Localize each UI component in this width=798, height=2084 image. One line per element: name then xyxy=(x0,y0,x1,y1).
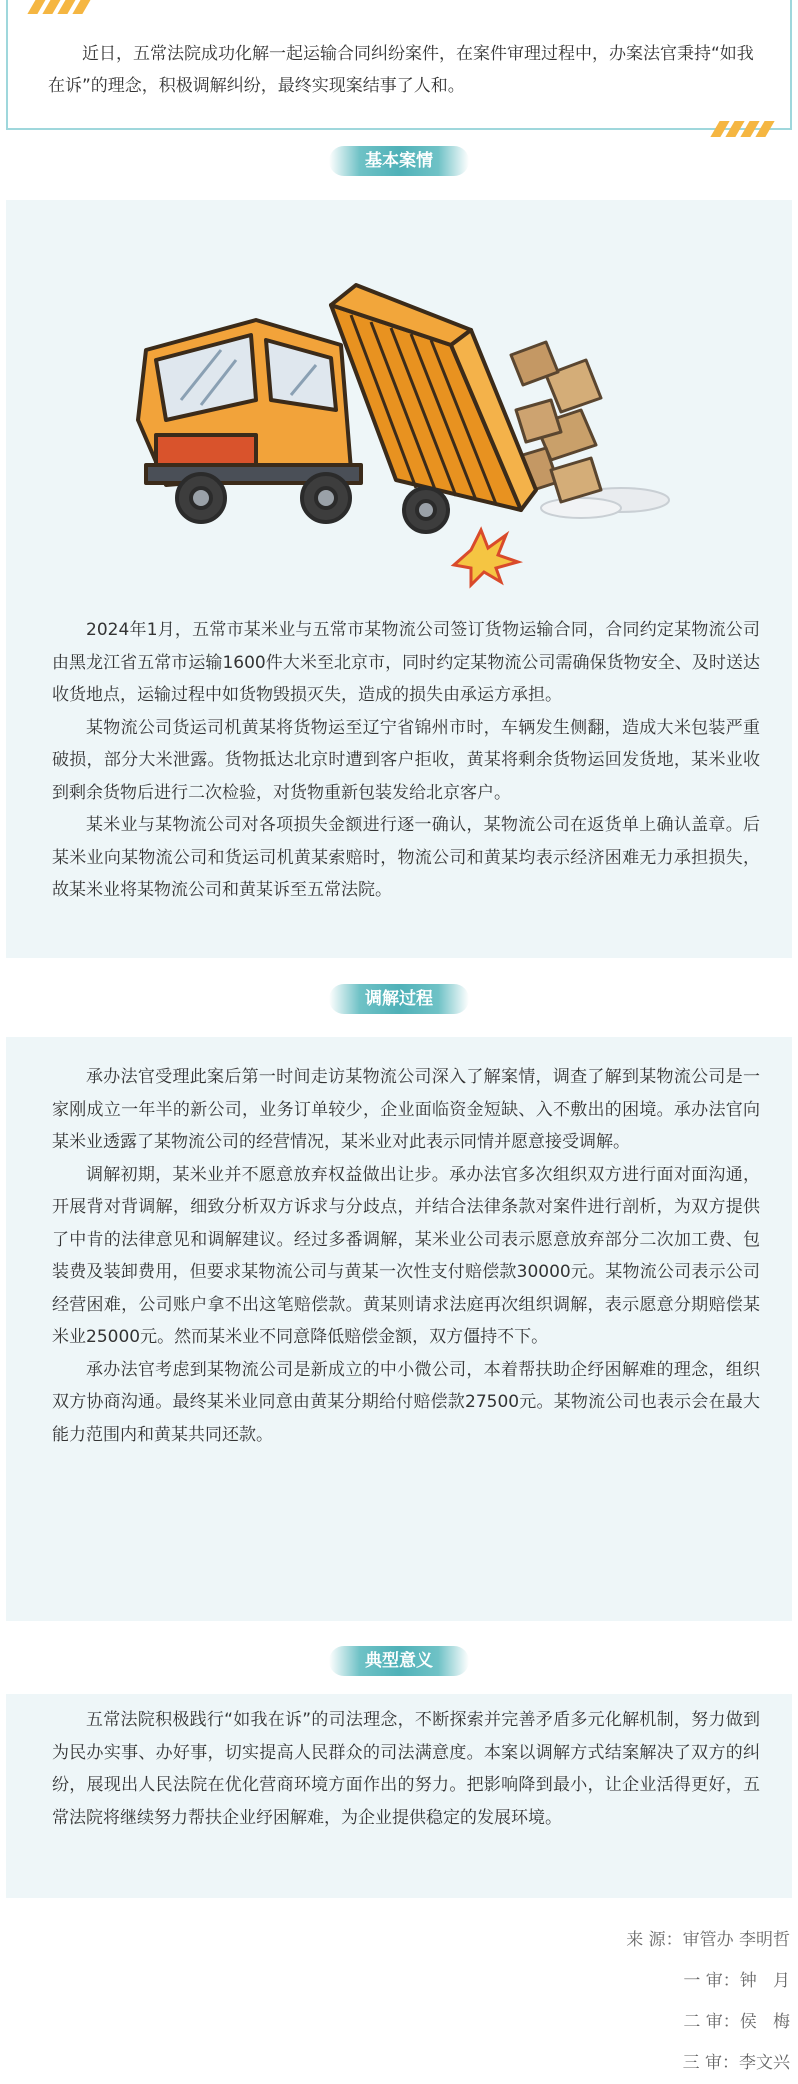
section-panel-mediation xyxy=(6,1037,792,1621)
paragraph: 某米业与某物流公司对各项损失金额进行逐一确认，某物流公司在返货单上确认盖章。后某米业向某物流公司和货运司机黄某索赔时，物流公司和黄某均表示经济困难无力承担损失，故某米业将某物流公司和黄某诉至五常法院。 xyxy=(52,815,760,900)
credit-source: 来 源：审管办 李明哲 xyxy=(626,1930,790,1950)
credits xyxy=(490,1920,790,2084)
section-body xyxy=(52,1704,760,1834)
paragraph: 五常法院积极践行“如我在诉”的司法理念，不断探索并完善矛盾多元化解机制，努力做到为民办实事、办好事，切实提高人民群众的司法满意度。本案以调解方式结案解决了双方的纠纷，展现出人民法院在优化营商环境方面作出的努力。把影响降到最小，让企业活得更好，五常法院将继续努力帮扶企业纾困解难，为企业提供稳定的发展环境。 xyxy=(52,1710,760,1828)
intro-box xyxy=(6,0,792,130)
section-panel-basic-facts xyxy=(6,200,792,958)
section-title: 典型意义 xyxy=(329,1646,469,1676)
section-heading-mediation xyxy=(0,984,798,1014)
section-panel-significance xyxy=(6,1694,792,1898)
decorative-stripes-bottom xyxy=(715,121,770,137)
section-body xyxy=(52,1061,760,1451)
section-heading-significance xyxy=(0,1646,798,1676)
section-body xyxy=(52,614,760,907)
truck-illustration xyxy=(126,260,716,590)
decorative-stripes-top xyxy=(32,0,87,14)
paragraph: 某物流公司货运司机黄某将货物运至辽宁省锦州市时，车辆发生侧翻，造成大米包装严重破损，部分大米泄露。货物抵达北京时遭到客户拒收，黄某将剩余货物运回发货地，某米业收到剩余货物后进行二次检验，对货物重新包装发给北京客户。 xyxy=(52,717,760,803)
paragraph: 2024年1月，五常市某米业与五常市某物流公司签订货物运输合同，合同约定某物流公司由黑龙江省五常市运输1600件大米至北京市，同时约定某物流公司需确保货物安全、及时送达收货地点，运输过程中如货物毁损灭失，造成的损失由承运方承担。 xyxy=(52,620,760,705)
section-heading-basic-facts xyxy=(0,146,798,176)
intro-text: 近日，五常法院成功化解一起运输合同纠纷案件，在案件审理过程中，办案法官秉持“如我在诉”的理念，积极调解纠纷，最终实现案结事了人和。 xyxy=(48,44,754,96)
paragraph: 承办法官受理此案后第一时间走访某物流公司深入了解案情，调查了解到某物流公司是一家刚成立一年半的新公司，业务订单较少，企业面临资金短缺、入不敷出的困境。承办法官向某米业透露了某物流公司的经营情况，某米业对此表示同情并愿意接受调解。 xyxy=(52,1067,760,1152)
section-title: 调解过程 xyxy=(329,984,469,1014)
credit-review-1: 一 审：钟 月 xyxy=(683,1971,790,1991)
paragraph: 调解初期，某米业并不愿意放弃权益做出让步。承办法官多次组织双方进行面对面沟通，开展背对背调解，细致分析双方诉求与分歧点，并结合法律条款对案件进行剖析，为双方提供了中肯的法律意见和调解建议。经过多番调解，某米业公司表示愿意放弃部分二次加工费、包装费及装卸费用，但要求某物流公司与黄某一次性支付赔偿款30000元。某物流公司表示公司经营困难，公司账户拿不出这笔赔偿款。黄某则请求法庭再次组织调解，表示愿意分期赔偿某米业25000元。然而某米业不同意降低赔偿金额，双方僵持不下。 xyxy=(52,1164,760,1347)
paragraph: 承办法官考虑到某物流公司是新成立的中小微公司，本着帮扶助企纾困解难的理念，组织双方协商沟通。最终某米业同意由黄某分期给付赔偿款27500元。某物流公司也表示会在最大能力范围内和黄某共同还款。 xyxy=(52,1359,760,1445)
credit-review-3: 三 审：李文兴 xyxy=(682,2053,790,2073)
section-title: 基本案情 xyxy=(329,146,469,176)
credit-review-2: 二 审：侯 梅 xyxy=(683,2012,790,2032)
